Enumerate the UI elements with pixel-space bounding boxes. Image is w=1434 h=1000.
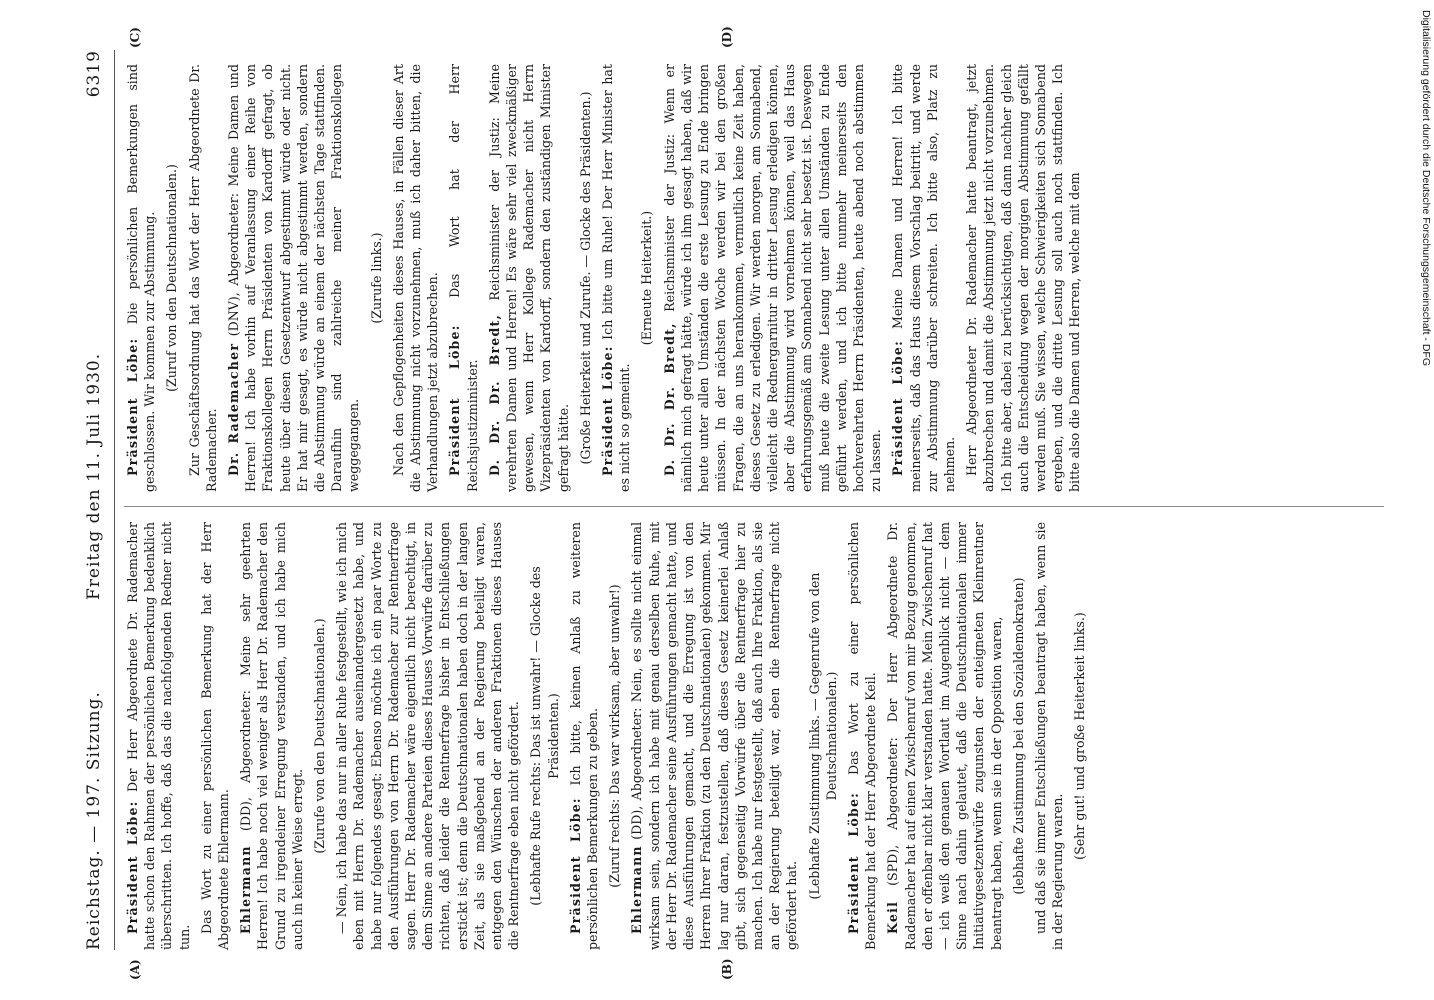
paragraph-text: (DD), Abgeordneter: Nein, es sollte nicht einmal wirksam sein, sondern ich habe mit genau derselben Ruhe, mit der Herr Dr. Rademacher seine Ausführungen gemacht hatte, und diese Ausführungen gemacht, und die Erregung ist von den Herren Ihrer Fraktion (zu den Deutschnationalen) gekommen. Mir lag nur daran, festzustellen, daß dieses Gesetz keinerlei Anlaß gibt, sich gegenseitig Vorwürfe über die Rentnerfrage hier zu machen. Ich habe nur festgestellt, daß auch Ihre Fraktion, als sie an der Regierung beteiligt war, eben die Rentnerfrage nicht gefördert hat. <box>629 522 800 950</box>
speaker-name: Präsident Löbe: <box>845 791 861 934</box>
document-page <box>80 26 1420 980</box>
paragraph-text: Die persönlichen Bemerkungen sind geschlossen. Wir kommen zur Abstimmung. <box>125 64 158 492</box>
paragraph <box>628 522 800 950</box>
paragraph <box>1010 522 1027 950</box>
speaker-name: Dr. Rademacher <box>226 342 242 476</box>
paragraph <box>638 64 655 492</box>
header-rule <box>114 50 115 950</box>
speaker-name: Keil <box>885 900 901 934</box>
paragraph-text: Herr Abgeordneter Dr. Rademacher hatte beantragt, jetzt abzubrechen und damit die Abstimmung jetzt nicht vorzunehmen. Ich bitte aber, dabei zu berücksichtigen, daß dann nachher gleich auch die Entscheidung wegen der morgigen Abstimmung gefällt werden muß. Sie wissen, welche Schwierigkeiten sich Sonnabend ergeben, und die dritte Lesung soll auch noch stattfinden. Ich bitte also die Damen und Herren, welche mit dem <box>964 64 1083 492</box>
paragraph-text: (lebhafte Zustimmung bei den Sozialdemokraten) <box>1010 577 1026 895</box>
paragraph-text: — Nein, ich habe das nur in aller Ruhe festgestellt, wie ich mich eben mit Herrn Dr. Rademacher auseinandergesetzt habe, und habe nur folgendes gesagt: Ebenso möchte ich ein paar Worte zu den Ausführungen von Herrn Dr. Rademacher zur Rentnerfrage sagen. Herr Dr. Rademacher wäre eigentlich nicht berechtigt, in dem Sinne an andere Parteien dieses Hauses Vorwürfe darüber zu richten, daß leider die Rentnerfrage bisher in Entschließungen erstickt ist; denn die Deutschnationalen haben doch in der langen Zeit, als sie maßgebend an der Regierung beteiligt waren, entgegen den Wünschen der anderen Fraktionen dieses Hauses die Rentnerfrage eben nicht gefördert. <box>334 521 522 950</box>
speaker-name: Präsident Löbe: <box>567 797 583 934</box>
paragraph <box>1071 522 1088 950</box>
paragraph-text: (Zuruf rechts: Das war wirksam, aber unwahr!) <box>607 584 623 888</box>
paragraph <box>606 522 623 950</box>
header-date: Freitag den 11. Juli 1930. <box>84 352 104 600</box>
speaker-name: D. Dr. Dr. Bredt, <box>661 322 677 476</box>
paragraph <box>567 522 601 950</box>
paragraph <box>198 522 232 950</box>
paragraph <box>1032 522 1066 950</box>
paragraph <box>368 64 385 492</box>
speaker-name: Präsident Löbe: <box>890 340 906 476</box>
paragraph-text: Zur Geschäftsordnung hat das Wort der Herr Abgeordnete Dr. Rademacher. <box>186 64 219 492</box>
paragraph <box>806 522 840 950</box>
paragraph-text: Ich bitte, keinen Anlaß zu weiteren persönlichen Bemerkungen zu geben. <box>567 522 601 950</box>
speaker-name: D. Dr. Dr. Bredt, <box>486 313 502 476</box>
dfg-funding-text: Digitalisierung gefördert durch die Deutsche Forschungsgemeinschaft - DFG <box>1420 10 1432 367</box>
paragraph-text: (Zurufe links.) <box>368 232 384 324</box>
paragraph <box>845 522 879 950</box>
paragraph-text: (Große Heiterkeit und Zurufe. — Glocke des Präsidenten.) <box>577 91 593 465</box>
paragraph-text: (SPD), Abgeordneter: Der Herr Abgeordnete Dr. Rademacher hat auf einen Zwischenruf von mir Bezug genommen, den er offenbar nicht klar verstanden hatte. Mein Zwischenruf hat — ich weiß den genauen Wortlaut im Augenblick nicht — dem Sinne nach dahin gelautet, daß die Deutschnationalen immer Initiativgesetzentwürfe zugunsten der enteigneten Kleinrentner beantragt haben, wenn sie in der Opposition waren, <box>885 522 1004 950</box>
paragraph <box>163 64 180 492</box>
paragraph-text: Das Wort zu einer persönlichen Bemerkung hat der Herr Abgeordnete Keil. <box>845 522 879 950</box>
paragraph <box>577 64 594 492</box>
paragraph-text: (Zuruf von den Deutschnationalen.) <box>164 164 180 392</box>
paragraph-text: (Lebhafte Rufe rechts: Das ist unwahr! — Glocke des Präsidenten.) <box>528 566 561 906</box>
paragraph-text: (Erneute Heiterkeit.) <box>639 210 655 346</box>
paragraph <box>124 522 193 950</box>
paragraph <box>599 64 633 492</box>
paragraph <box>661 64 885 492</box>
paragraph-text: Ich bitte um Ruhe! Der Herr Minister hat es nicht so gemeint. <box>600 64 633 492</box>
paragraph-text: Der Herr Abgeordnete Dr. Rademacher hatte schon den Rahmen der persönlichen Bemerkung bedenklich überschritten. Ich hoffe, daß das die nachfolgenden Redner nicht tun. <box>125 522 192 950</box>
paragraph <box>527 522 561 950</box>
page-header <box>80 50 110 950</box>
speaker-name: Ehlermann <box>629 845 645 934</box>
paragraph <box>333 522 522 950</box>
paragraph <box>237 522 306 950</box>
paragraph-text: Meine Damen und Herren! Ich bitte meinerseits, daß das Haus diesem Vorschlag beitritt, und werde zur Abstimmung darüber schreiten. Ich bitte also, Platz zu nehmen. <box>890 64 957 492</box>
margin-marker-b: (B) <box>720 958 734 980</box>
paragraph-text: (Zurufe von den Deutschnationalen.) <box>312 618 328 854</box>
speaker-name: Ehlermann <box>238 845 254 934</box>
paragraph <box>186 64 220 492</box>
speaker-name: Präsident Löbe: <box>125 337 140 476</box>
paragraph-text: Das Wort zu einer persönlichen Bemerkung hat der Herr Abgeordnete Ehlermann. <box>198 522 232 950</box>
paragraph <box>390 64 442 492</box>
speaker-name: Präsident Löbe: <box>125 800 140 934</box>
paragraph <box>225 64 363 492</box>
page-number: 6319 <box>84 50 104 98</box>
paragraph-text: Das Wort hat der Herr Reichsjustizminister. <box>447 64 480 492</box>
header-session: Reichstag. — 197. Sitzung. <box>84 691 104 950</box>
speaker-name: Präsident Löbe: <box>447 324 463 476</box>
speaker-name: Präsident Löbe: <box>600 345 616 476</box>
paragraph-text: und daß sie immer Entschließungen beantragt haben, wenn sie in der Regierung waren. <box>1032 522 1066 950</box>
paragraph-text: (Sehr gut! und große Heiterkeit links.) <box>1072 612 1088 860</box>
paragraph <box>124 64 158 492</box>
margin-marker-a: (A) <box>128 959 142 980</box>
paragraph-text: (DD), Abgeordneter: Meine sehr geehrten Herren! Ich habe noch viel weniger als Herr Dr. Rademacher den Grund zu irgendeiner Erregung verstanden, und ich habe mich auch in keiner Weise erregt. <box>238 522 305 950</box>
left-column <box>124 522 1094 950</box>
right-column <box>124 64 1089 492</box>
paragraph-text: (Lebhafte Zustimmung links. — Gegenrufe von den Deutschnationalen.) <box>806 572 839 900</box>
paragraph <box>311 522 328 950</box>
paragraph-text: (DNV), Abgeordneter: Meine Damen und Herren! Ich habe vorhin auf Veranlassung einer Reihe von Fraktionskollegen Herrn Präsidenten von Kardorff gefragt, ob heute über diesen Gesetzentwurf abgestimmt würde oder nicht. Er hat mir gesagt, es würde nicht abgestimmt werden, sondern die Abstimmung würde an einem der nächsten Tage stattfinden. Daraufhin sind zahlreiche meiner Fraktionskollegen weggegangen. <box>226 64 362 492</box>
column-divider <box>124 506 1384 507</box>
paragraph-text: Reichsminister der Justiz: Meine verehrten Damen und Herren! Es wäre sehr viel zweckmäßiger gewesen, wenn Herr Kollege Rademacher nicht Herrn Vizepräsidenten von Kardorff, sondern den zuständigen Minister gefragt hätte. <box>486 64 571 492</box>
paragraph <box>963 64 1083 492</box>
paragraph <box>889 64 958 492</box>
paragraph <box>446 64 480 492</box>
paragraph <box>486 64 572 492</box>
margin-marker-c: (C) <box>128 27 142 48</box>
margin-marker-d: (D) <box>720 26 734 48</box>
paragraph-text: Nach den Gepflogenheiten dieses Hauses, in Fällen dieser Art die Abstimmung nicht vorzunehmen, muß ich daher bitten, die Verhandlungen jetzt abzubrechen. <box>390 64 441 492</box>
dfg-funding-note <box>1417 10 1434 990</box>
paragraph-text: Reichsminister der Justiz: Wenn er nämlich mich gefragt hätte, würde ich ihm gesagt haben, daß wir heute unter allen Umständen die erste Lesung zu Ende bringen müssen. In der nächsten Woche werden wir bei den großen Fragen, die an uns herankommen, vermutlich keine Zeit haben, dieses Gesetz zu erledigen. Wir werden morgen, am Sonnabend, vielleicht die Rednergarnitur in dritter Lesung erledigen können, aber die Abstimmung wird vornehmen können, weil das Haus erfahrungsgemäß am Sonnabend nicht sehr besetzt ist. Deswegen muß heute die zweite Lesung unter allen Umständen zu Ende geführt werden, und ich bitte nunmehr meinerseits den hochverehrten Herrn Präsidenten, heute abend noch abstimmen zu lassen. <box>661 64 884 492</box>
paragraph <box>884 522 1004 950</box>
